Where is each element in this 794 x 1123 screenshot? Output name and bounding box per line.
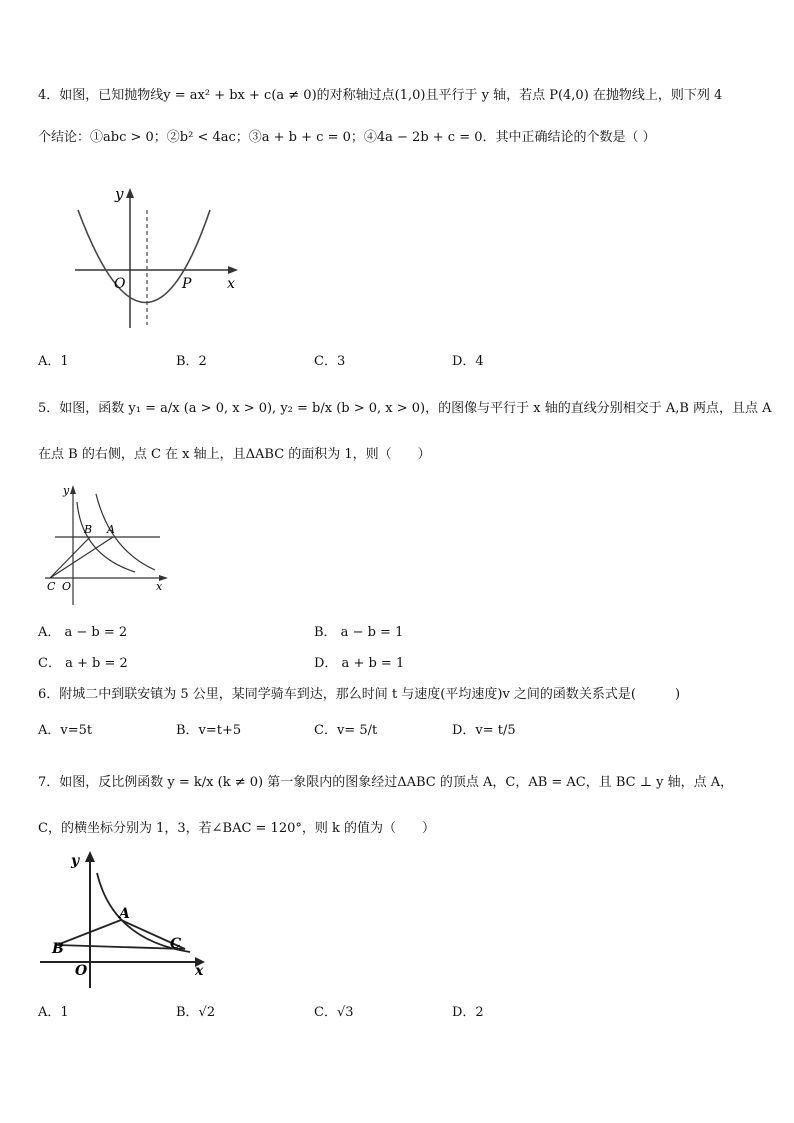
- q7-option-b[interactable]: B．√2: [176, 1005, 216, 1020]
- q4-option-b[interactable]: B．2: [176, 354, 207, 369]
- q7-x-label: x: [195, 963, 204, 979]
- q7-c-label: C: [170, 936, 182, 952]
- q4-stem-line-2: 个结论：①abc > 0；②b² < 4ac；③a + b + c = 0；④4a − 2b + c = 0．其中正确结论的个数是（ ）: [38, 130, 656, 145]
- q7-option-c[interactable]: C．√3: [314, 1005, 354, 1020]
- q5-hyperbola-figure: [40, 480, 180, 610]
- q7-origin-label: O: [75, 963, 88, 979]
- q6-option-d[interactable]: D．v= t/5: [452, 723, 516, 738]
- q7-stem-line-1: 7．如图，反比例函数 y = k/x (k ≠ 0) 第一象限内的图象经过ΔABC 的顶点 A，C，AB = AC，且 BC ⊥ y 轴，点 A，: [38, 775, 734, 790]
- q5-b-label: B: [84, 523, 93, 536]
- q4-option-a[interactable]: A．1: [38, 354, 69, 369]
- q5-option-c[interactable]: C． a + b = 2: [38, 656, 128, 671]
- q6-option-a[interactable]: A．v=5t: [38, 723, 93, 738]
- q4-option-c[interactable]: C．3: [314, 354, 346, 369]
- q7-triangle-figure: [35, 845, 215, 990]
- q4-parabola-figure: [70, 180, 250, 330]
- q5-x-label: x: [156, 580, 163, 593]
- q4-x-label: x: [227, 276, 235, 292]
- q7-stem-line-2: C，的横坐标分别为 1，3，若∠BAC = 120°，则 k 的值为（ ）: [38, 821, 436, 836]
- q7-b-label: B: [52, 941, 64, 957]
- q5-option-b[interactable]: B． a − b = 1: [314, 625, 404, 640]
- q6-stem-line-1: 6．附城二中到联安镇为 5 公里，某同学骑车到达，那么时间 t 与速度(平均速度)v 之间的函数关系式是( ): [38, 687, 681, 702]
- q7-y-label: y: [71, 853, 80, 869]
- q4-p-label: P: [182, 276, 192, 292]
- q6-option-c[interactable]: C．v= 5/t: [314, 723, 378, 738]
- q4-y-label: y: [115, 185, 124, 203]
- q7-option-d[interactable]: D．2: [452, 1005, 484, 1020]
- q6-option-b[interactable]: B．v=t+5: [176, 723, 242, 738]
- q7-option-a[interactable]: A．1: [38, 1005, 69, 1020]
- q5-stem-line-1: 5．如图，函数 y₁ = a/x (a > 0, x > 0), y₂ = b/x (b > 0, x > 0)，的图像与平行于 x 轴的直线分别相交于 A,B 两点，且点 A: [38, 401, 772, 416]
- q5-a-label: A: [107, 523, 115, 536]
- q7-a-label: A: [119, 906, 130, 922]
- q4-option-d[interactable]: D．4: [452, 354, 484, 369]
- q4-stem-line-1: 4．如图，已知抛物线y = ax² + bx + c(a ≠ 0)的对称轴过点(1,0)且平行于 y 轴，若点 P(4,0) 在抛物线上，则下列 4: [38, 88, 723, 103]
- q5-c-label: C: [47, 580, 56, 593]
- q4-origin-label: O: [114, 276, 126, 292]
- q5-origin-label: O: [62, 580, 72, 593]
- q5-option-a[interactable]: A． a − b = 2: [38, 625, 128, 640]
- q5-stem-line-2: 在点 B 的右侧，点 C 在 x 轴上，且ΔABC 的面积为 1，则（ ）: [38, 447, 431, 462]
- q5-y-label: y: [63, 484, 70, 497]
- q5-option-d[interactable]: D． a + b = 1: [314, 656, 405, 671]
